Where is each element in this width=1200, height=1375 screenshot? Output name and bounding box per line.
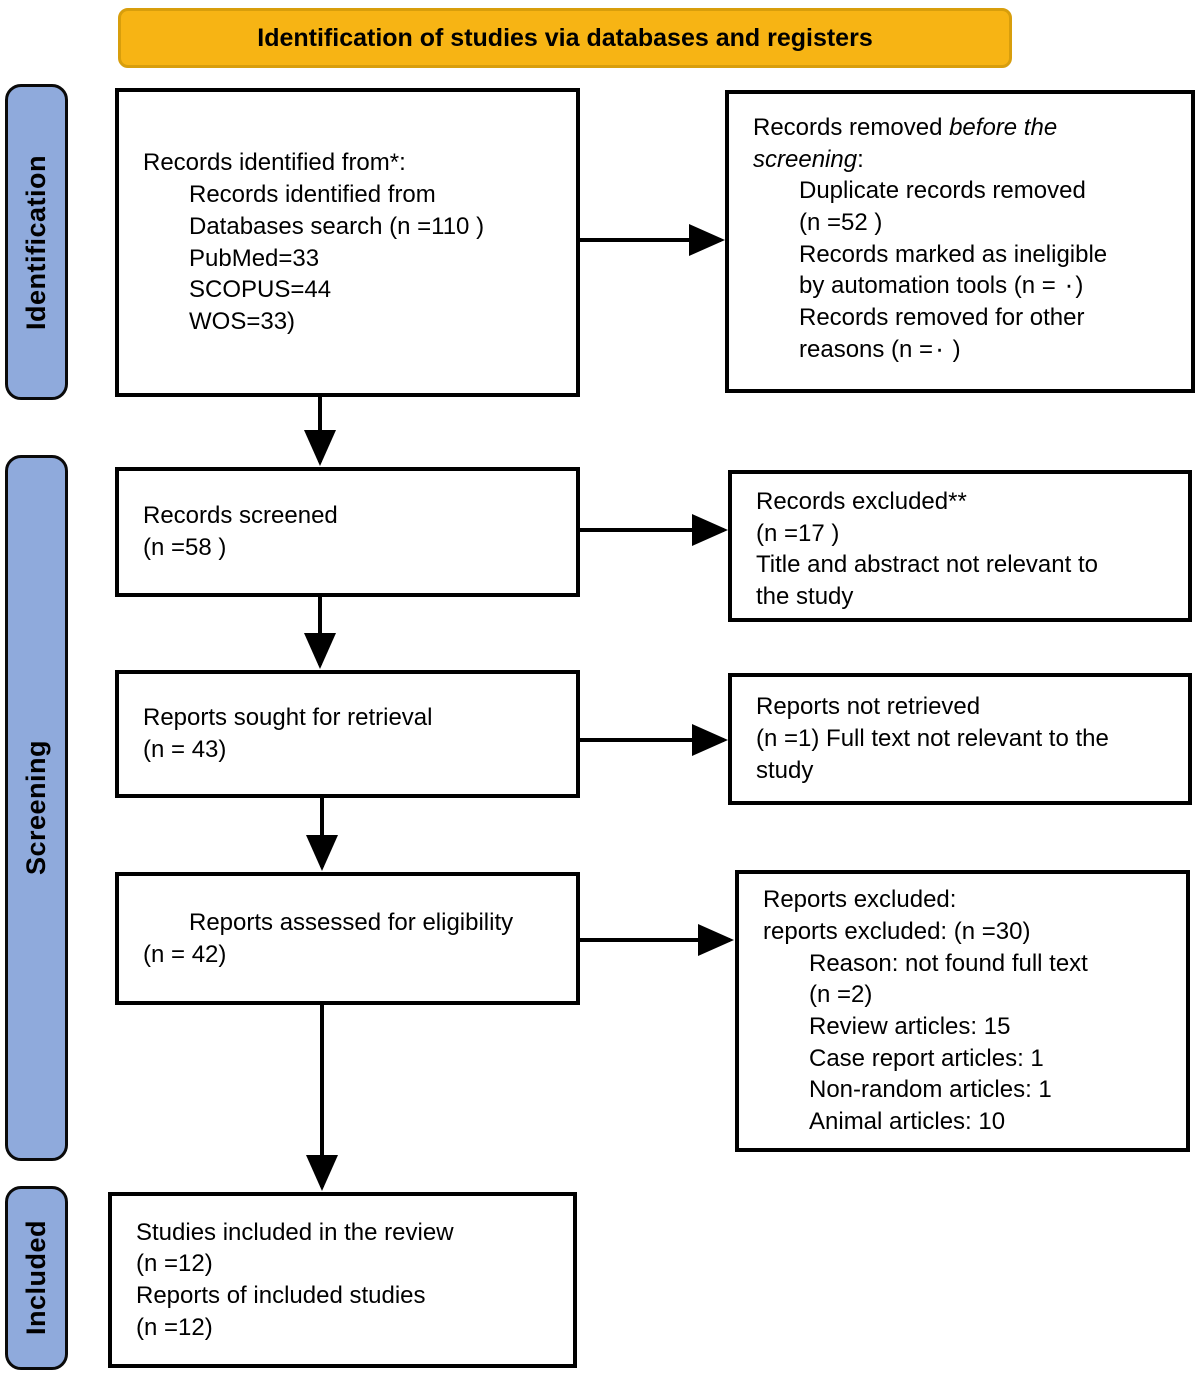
text-line: (n = 43) <box>143 736 227 763</box>
text-line: by automation tools (n = ٠) <box>799 272 1084 300</box>
box-reports-excluded <box>735 870 1190 1152</box>
text-line: (n =12) <box>136 1313 213 1341</box>
text-line: Reports excluded: <box>763 886 957 914</box>
text-line: Animal articles: 10 <box>809 1108 1006 1136</box>
text-line: Databases search (n =110 ) <box>189 212 485 240</box>
box-reports-sought <box>115 670 580 798</box>
box-reports-not-retrieved <box>728 673 1192 805</box>
text-line: screening: <box>753 145 864 173</box>
text-line: SCOPUS=44 <box>189 276 332 304</box>
stage-screening <box>5 455 68 1161</box>
text-line: WOS=33) <box>189 307 296 335</box>
text-line: reports excluded: (n =30) <box>763 917 1031 945</box>
box-records-removed <box>725 90 1195 393</box>
text-line: Title and abstract not relevant to <box>756 551 1098 579</box>
stage-identification <box>5 84 68 400</box>
text-line: PubMed=33 <box>189 244 320 272</box>
text-line: (n =17 ) <box>756 519 840 547</box>
box-records-screened <box>115 467 580 597</box>
text-line: (n =58 ) <box>143 534 227 561</box>
text-line: Records screened <box>143 502 338 530</box>
box-reports-assessed <box>115 872 580 1005</box>
text-line: Records marked as ineligible <box>799 240 1108 268</box>
box-records-identified <box>115 88 580 397</box>
title-banner <box>118 8 1012 68</box>
text-line: Records excluded** <box>756 488 967 515</box>
text-line: Records removed for other <box>799 304 1085 332</box>
stage-included-label: Included <box>21 1220 51 1336</box>
text-line: the study <box>756 583 854 611</box>
text-line: Reason: not found full text <box>809 949 1088 977</box>
box-records-excluded <box>728 470 1192 622</box>
text-line: Case report articles: 1 <box>809 1044 1044 1072</box>
text-line: Records removed before the <box>753 114 1058 141</box>
text-line: (n =1) Full text not relevant to the <box>756 725 1109 753</box>
text-line: Studies included in the review <box>136 1218 454 1246</box>
text-line: (n =52 ) <box>799 209 883 237</box>
box-studies-included <box>108 1192 577 1368</box>
text-line: Records identified from <box>189 181 436 209</box>
text-line: study <box>756 756 814 784</box>
text-line: Non-random articles: 1 <box>809 1076 1052 1104</box>
stage-identification-label: Identification <box>21 154 51 330</box>
text-line: reasons (n =٠ ) <box>799 335 961 363</box>
text-line: (n =2) <box>809 981 873 1009</box>
text-line: Review articles: 15 <box>809 1013 1011 1040</box>
text-line: Records identified from*: <box>143 149 406 177</box>
stage-screening-label: Screening <box>21 740 51 876</box>
text-line: Reports of included studies <box>136 1282 426 1309</box>
text-line: Reports sought for retrieval <box>143 704 433 732</box>
text-line: Reports assessed for eligibility <box>189 908 514 936</box>
stage-included <box>5 1186 68 1370</box>
text-line: Duplicate records removed <box>799 177 1086 205</box>
text-line: (n = 42) <box>143 940 227 968</box>
text-line: (n =12) <box>136 1250 213 1278</box>
title-banner-label: Identification of studies via databases and registers <box>257 23 873 52</box>
text-line: Reports not retrieved <box>756 693 981 721</box>
